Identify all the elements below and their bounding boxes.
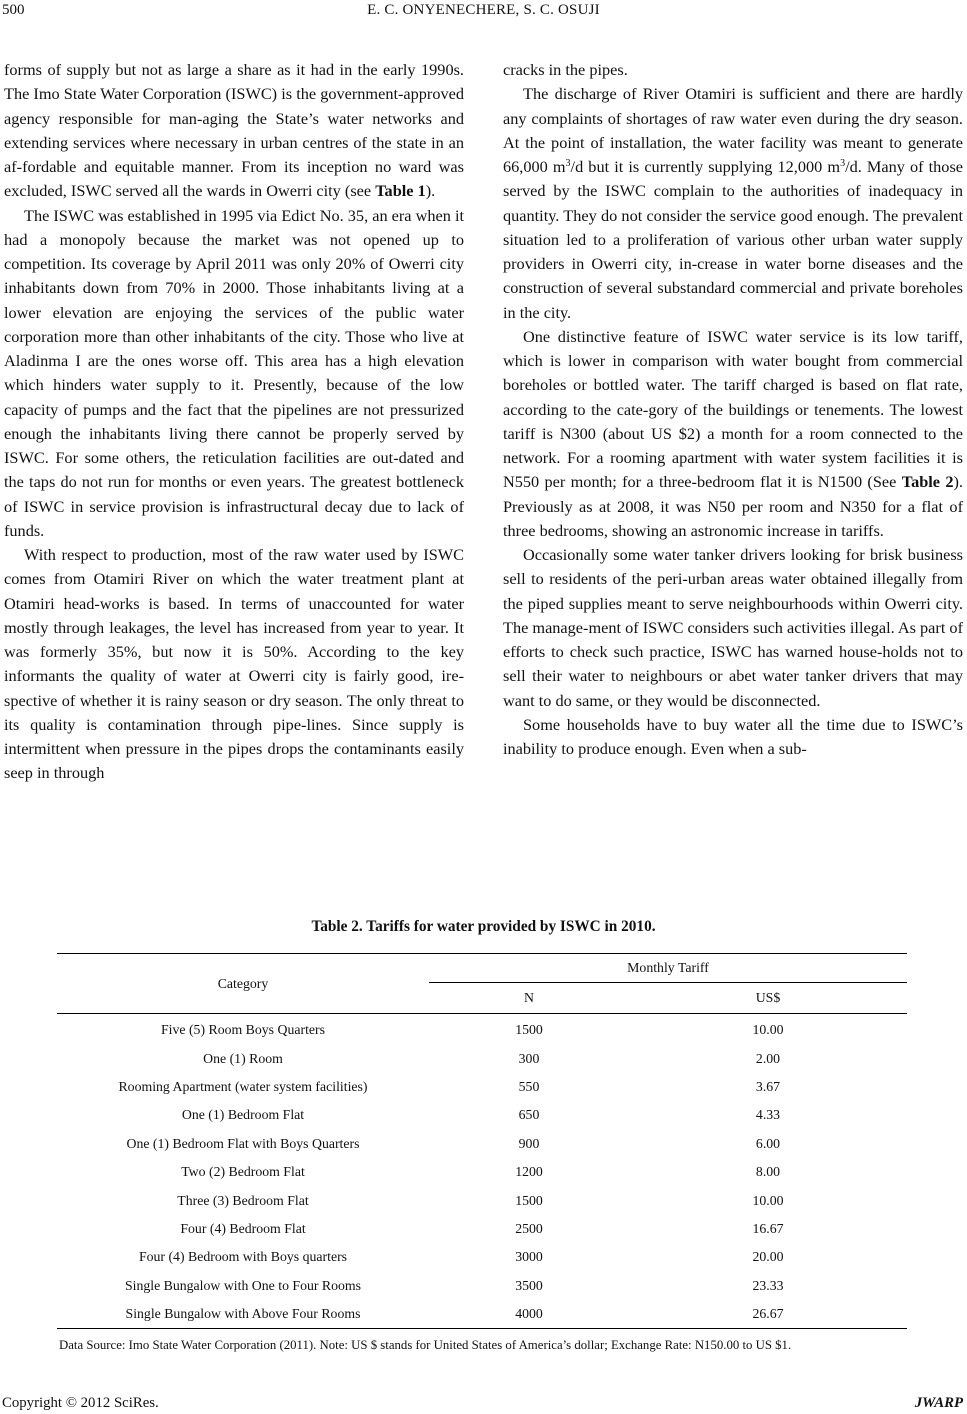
cell-naira: 300 xyxy=(518,1050,540,1066)
table-row xyxy=(57,1130,907,1158)
cell-naira: 1500 xyxy=(515,1192,543,1208)
copyright-notice: Copyright © 2012 SciRes. xyxy=(2,1395,159,1411)
table-row xyxy=(57,1186,907,1214)
tariff-table xyxy=(57,953,907,1329)
table-row xyxy=(57,1014,907,1045)
cell-category: Four (4) Bedroom with Boys quarters xyxy=(138,1249,348,1265)
table-caption: Table 2. Tariffs for water provided by ISWC in 2010. xyxy=(311,918,656,935)
cell-usd: 6.00 xyxy=(755,1135,781,1151)
table-2-reference: Table 2 xyxy=(901,472,954,492)
cell-naira: 550 xyxy=(518,1078,540,1094)
table-row xyxy=(57,1243,907,1271)
cell-category: Four (4) Bedroom Flat xyxy=(180,1220,306,1236)
cell-category: Single Bungalow with Above Four Rooms xyxy=(57,1300,429,1329)
cell-usd: 8.00 xyxy=(755,1164,781,1180)
cell-category: Three (3) Bedroom Flat xyxy=(177,1192,309,1208)
table-row xyxy=(57,1215,907,1243)
cell-usd: 23.33 xyxy=(752,1277,784,1293)
cell-category: Single Bungalow with One to Four Rooms xyxy=(124,1277,362,1293)
cell-naira: 1500 xyxy=(515,1022,543,1038)
cell-naira: 4000 xyxy=(429,1300,629,1329)
journal-abbreviation: JWARP xyxy=(914,1395,963,1411)
cell-category: One (1) Room xyxy=(203,1050,283,1066)
cell-usd: 26.67 xyxy=(629,1300,907,1329)
paragraph: cracks in the pipes. xyxy=(503,60,628,79)
table-row xyxy=(57,1158,907,1186)
paragraph: The discharge of River Otamiri is sufficient and there are hardly any complaints of shortages of raw water even during the dry season. At the point of installation, the water facility was meant to generate 66,000 $m^3/d$ but it is currently supplying 12,000 $m^3/d$. Many of those served by the ISWC complain to the authorities of inadequacy in quantity. They do not consider the service good enough. The prevalent situation led to a proliferation of various other urban water supply providers in Owerri city, in-crease in water borne diseases and the construction of several substandard commercial and private boreholes in the city. xyxy=(503,84,964,322)
cell-category: Two (2) Bedroom Flat xyxy=(181,1164,305,1180)
page-header xyxy=(0,0,967,30)
cell-category: One (1) Bedroom Flat xyxy=(181,1107,305,1123)
table-body xyxy=(57,1014,907,1329)
cell-usd: 10.00 xyxy=(752,1192,784,1208)
paragraph: With respect to production, most of the raw water used by ISWC comes from Otamiri River on which the water treatment plant at Otamiri head-works is based. In terms of unaccounted for water mostly through leakages, the level has increased from year to year. It was formerly 35%, but now it is 50%. According to the key informants the quality of water at Owerri city is fairly good, ire-spective of whether it is rainy season or dry season. The only threat to its quality is contamination through pipe-lines. Since supply is intermittent when pressure in the pipes drops the contaminants easily seep in through xyxy=(4,545,464,783)
table-footnote: Data Source: Imo State Water Corporation (2011). Note: US $ stands for United States of America’s dollar; Exchange Rate: N150.00 to US $1. xyxy=(59,1338,792,1352)
cell-naira: 3000 xyxy=(515,1249,543,1265)
cell-naira: 900 xyxy=(518,1135,540,1151)
paragraph: Some households have to buy water all the time due to ISWC’s inability to produce enough. Even when a sub- xyxy=(503,714,963,758)
paragraph: Occasionally some water tanker drivers looking for brisk business sell to residents of the peri-urban areas water obtained illegally from the piped supplies meant to serve neighbourhoods within Owerri city. The manage-ment of ISWC considers such activities illegal. As part of efforts to check such practice, ISWC has warned house-holds not to sell their water to neighbours or abet water tanker drivers that may want to do same, or they would be disconnected. xyxy=(503,545,963,710)
header-monthly-tariff: Monthly Tariff xyxy=(429,954,907,983)
table-row xyxy=(57,1272,907,1300)
paragraph: One distinctive feature of ISWC water service is its low tariff, which is lower in comparison with water bought from commercial boreholes or bottled water. The tariff charged is based on flat rate, according to the cate-gory of the buildings or tenements. The lowest tariff is N300 (about US $2) a month for a room connected to the network. For a rooming apartment with water system facilities it is N550 per month; for a three-bedroom flat it is N1500 (See Table 2). Previously as at 2008, it was N50 per room and N350 for a flat of three bedrooms, showing an astronomic increase in tariffs. xyxy=(503,326,963,540)
table-row xyxy=(57,1300,907,1329)
running-head: E. C. ONYENECHERE, S. C. OSUJI xyxy=(367,2,600,18)
table-row xyxy=(57,1101,907,1129)
cell-usd: 16.67 xyxy=(752,1220,784,1236)
paragraph: The ISWC was established in 1995 via Edict No. 35, an era when it had a monopoly because the market was not opened up to competition. Its coverage by April 2011 was only 20% of Owerri city inhabitants down from 70% in 2000. Those inhabitants living at a lower elevation are enjoying the services of the public water corporation more than other inhabitants of the city. Those who live at Aladinma I are the ones worse off. This area has a high elevation which hinders water supply to it. Presently, because of the low capacity of pumps and the fact that the pipelines are not pressurized enough the inhabitants living there cannot be properly served by ISWC. For some others, the reticulation facilities are out-dated and the taps do not run for months or even years. The greatest bottleneck of ISWC in service provision is infrastructural decay due to lack of funds. xyxy=(4,205,464,540)
paragraph: forms of supply but not as large a share as it had in the early 1990s. The Imo State Water Corporation (ISWC) is the government-approved agency responsible for man-aging the State’s water networks and extending services where necessary in urban centres of the state in an af-fordable and equitable manner. From its inception no ward was excluded, ISWC served all the wards in Owerri city (see Table 1). xyxy=(4,60,464,201)
cell-category: Rooming Apartment (water system facilities) xyxy=(118,1078,368,1094)
cell-usd: 10.00 xyxy=(752,1022,784,1038)
right-column xyxy=(503,58,963,761)
header-category: Category xyxy=(57,954,429,1014)
cell-naira: 650 xyxy=(518,1107,540,1123)
page-number: 500 xyxy=(2,2,25,18)
cell-category: Five (5) Room Boys Quarters xyxy=(160,1022,325,1038)
cell-usd: 3.67 xyxy=(755,1078,781,1094)
cell-naira: 1200 xyxy=(515,1164,543,1180)
cell-usd: 20.00 xyxy=(752,1249,784,1265)
table-row xyxy=(57,1073,907,1101)
table-1-reference: Table 1 xyxy=(375,181,426,201)
header-naira: N xyxy=(429,983,629,1014)
cell-naira: 3500 xyxy=(515,1277,543,1293)
table-row xyxy=(57,1044,907,1072)
cell-naira: 2500 xyxy=(515,1220,543,1236)
cell-usd: 2.00 xyxy=(755,1050,781,1066)
left-column xyxy=(4,58,464,786)
cell-usd: 4.33 xyxy=(755,1107,781,1123)
header-usd: US$ xyxy=(629,983,907,1014)
cell-category: One (1) Bedroom Flat with Boys Quarters xyxy=(126,1135,360,1151)
